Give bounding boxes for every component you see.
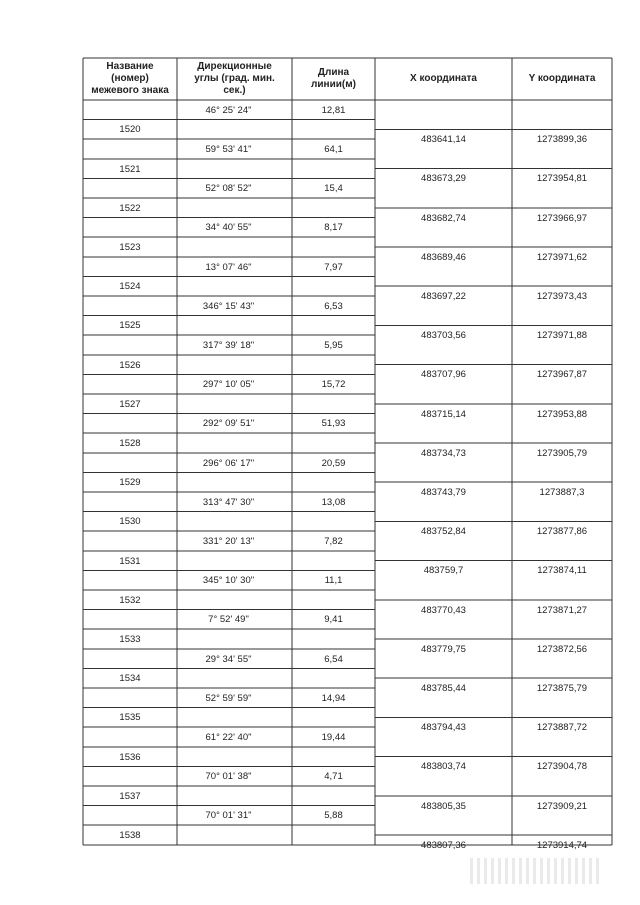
line-length-cell: 6,53 bbox=[324, 300, 343, 312]
line-length-cell: 11,1 bbox=[324, 575, 343, 587]
marker-name-cell: 1523 bbox=[119, 242, 141, 253]
direction-angle-cell: 313° 47' 30" bbox=[202, 496, 255, 508]
direction-angle-cell: 34° 40' 55" bbox=[205, 222, 252, 234]
direction-angle-cell: 52° 59' 59" bbox=[205, 692, 252, 704]
direction-angle-cell: 346° 15' 43" bbox=[202, 300, 255, 312]
direction-angle-cell: 345° 10' 30" bbox=[202, 575, 255, 587]
header-direction-angle: Дирекционные углы (град. мин. сек.) bbox=[194, 61, 275, 96]
scan-artifact bbox=[470, 858, 600, 884]
y-coordinate-cell: 1273872,56 bbox=[536, 643, 588, 655]
y-coordinate-cell: 1273877,86 bbox=[536, 526, 588, 538]
x-coordinate-cell: 483715,14 bbox=[421, 408, 466, 420]
direction-angle-cell: 59° 53' 41" bbox=[205, 144, 252, 155]
y-coordinate-cell: 1273967,87 bbox=[536, 369, 588, 381]
line-length-cell: 19,44 bbox=[321, 732, 346, 743]
line-length-cell: 5,88 bbox=[324, 810, 343, 822]
marker-name-cell: 1531 bbox=[119, 555, 141, 567]
marker-name-cell: 1533 bbox=[119, 634, 141, 645]
direction-angle-cell: 331° 20' 13" bbox=[202, 536, 255, 547]
marker-name-cell: 1530 bbox=[119, 516, 141, 528]
x-coordinate-cell: 483805,35 bbox=[421, 800, 466, 812]
marker-name-cell: 1528 bbox=[119, 438, 141, 449]
line-length-cell: 64,1 bbox=[324, 144, 343, 155]
y-coordinate-cell: 1273887,72 bbox=[536, 722, 588, 734]
y-coordinate-cell: 1273971,62 bbox=[536, 251, 588, 263]
direction-angle-cell: 70° 01' 38" bbox=[205, 771, 252, 783]
direction-angle-cell: 52° 08' 52" bbox=[205, 183, 252, 195]
line-length-cell: 9,41 bbox=[324, 614, 343, 626]
marker-name-cell: 1534 bbox=[119, 673, 141, 685]
direction-angle-cell: 292° 09' 51" bbox=[202, 418, 255, 430]
direction-angle-cell: 61° 22' 40" bbox=[205, 732, 252, 743]
header-y-coordinate: Y координата bbox=[528, 73, 596, 84]
direction-angle-cell: 297° 10' 05" bbox=[202, 379, 255, 391]
line-length-cell: 15,72 bbox=[321, 379, 346, 391]
y-coordinate-cell: 1273887,3 bbox=[539, 487, 585, 498]
line-length-cell: 8,17 bbox=[324, 222, 343, 234]
marker-name-cell: 1522 bbox=[119, 202, 141, 214]
line-length-cell: 20,59 bbox=[321, 457, 346, 469]
x-coordinate-cell: 483759,7 bbox=[423, 565, 464, 577]
marker-name-cell: 1538 bbox=[119, 830, 141, 841]
line-length-cell: 6,54 bbox=[324, 653, 343, 665]
line-length-cell: 7,82 bbox=[324, 536, 343, 547]
marker-name-cell: 1526 bbox=[119, 359, 141, 371]
header-x-coordinate: X координата bbox=[410, 73, 477, 84]
direction-angle-cell: 13° 07' 46" bbox=[205, 261, 252, 273]
y-coordinate-cell: 1273971,88 bbox=[536, 330, 588, 342]
x-coordinate-cell: 483689,46 bbox=[421, 251, 466, 263]
y-coordinate-cell: 1273966,97 bbox=[536, 212, 588, 224]
line-length-cell: 13,08 bbox=[321, 496, 346, 508]
y-coordinate-cell: 1273905,79 bbox=[536, 447, 588, 459]
x-coordinate-cell: 483682,74 bbox=[421, 212, 466, 224]
line-length-cell: 15,4 bbox=[324, 183, 343, 195]
x-coordinate-cell: 483785,44 bbox=[421, 683, 466, 694]
marker-name-cell: 1536 bbox=[119, 751, 141, 763]
line-length-cell: 4,71 bbox=[324, 771, 343, 783]
direction-angle-cell: 7° 52' 49" bbox=[208, 614, 249, 626]
line-length-cell: 51,93 bbox=[321, 418, 346, 430]
header-marker-name: Название (номер) межевого знака bbox=[91, 61, 169, 96]
line-length-cell: 7,97 bbox=[324, 261, 343, 273]
y-coordinate-cell: 1273914,74 bbox=[536, 839, 588, 851]
y-coordinate-cell: 1273953,88 bbox=[536, 408, 588, 420]
x-coordinate-cell: 483734,73 bbox=[421, 447, 466, 459]
x-coordinate-cell: 483697,22 bbox=[421, 291, 466, 302]
x-coordinate-cell: 483703,56 bbox=[421, 330, 466, 342]
x-coordinate-cell: 483807,36 bbox=[421, 839, 466, 851]
direction-angle-cell: 46° 25' 24" bbox=[205, 104, 252, 116]
marker-name-cell: 1532 bbox=[119, 594, 141, 606]
marker-name-cell: 1527 bbox=[119, 398, 141, 410]
x-coordinate-cell: 483673,29 bbox=[421, 173, 466, 185]
header-line-length: Длина линии(м) bbox=[311, 67, 356, 90]
direction-angle-cell: 317° 39' 18" bbox=[202, 340, 255, 351]
x-coordinate-cell: 483779,75 bbox=[421, 643, 466, 655]
y-coordinate-cell: 1273909,21 bbox=[536, 800, 588, 812]
line-length-cell: 14,94 bbox=[321, 692, 346, 704]
y-coordinate-cell: 1273871,27 bbox=[536, 604, 588, 616]
x-coordinate-cell: 483641,14 bbox=[421, 134, 466, 146]
direction-angle-cell: 70° 01' 31" bbox=[205, 810, 252, 822]
y-coordinate-cell: 1273904,78 bbox=[536, 761, 588, 773]
marker-name-cell: 1525 bbox=[119, 320, 141, 332]
x-coordinate-cell: 483707,96 bbox=[421, 369, 466, 381]
marker-name-cell: 1524 bbox=[119, 281, 141, 293]
direction-angle-cell: 296° 06' 17" bbox=[202, 457, 255, 469]
marker-name-cell: 1520 bbox=[119, 124, 141, 136]
line-length-cell: 12,81 bbox=[321, 104, 346, 116]
y-coordinate-cell: 1273874,11 bbox=[537, 565, 587, 577]
x-coordinate-cell: 483752,84 bbox=[421, 526, 466, 538]
y-coordinate-cell: 1273899,36 bbox=[536, 134, 588, 146]
x-coordinate-cell: 483794,43 bbox=[421, 722, 466, 734]
x-coordinate-cell: 483803,74 bbox=[421, 761, 466, 773]
x-coordinate-cell: 483770,43 bbox=[421, 604, 466, 616]
marker-name-cell: 1521 bbox=[119, 163, 141, 175]
line-length-cell: 5,95 bbox=[324, 340, 343, 351]
marker-name-cell: 1537 bbox=[119, 790, 141, 802]
y-coordinate-cell: 1273875,79 bbox=[536, 683, 588, 694]
y-coordinate-cell: 1273954,81 bbox=[536, 173, 588, 185]
marker-name-cell: 1529 bbox=[119, 477, 141, 489]
x-coordinate-cell: 483743,79 bbox=[421, 487, 466, 498]
y-coordinate-cell: 1273973,43 bbox=[536, 291, 588, 302]
direction-angle-cell: 29° 34' 55" bbox=[205, 653, 252, 665]
marker-name-cell: 1535 bbox=[119, 712, 141, 724]
